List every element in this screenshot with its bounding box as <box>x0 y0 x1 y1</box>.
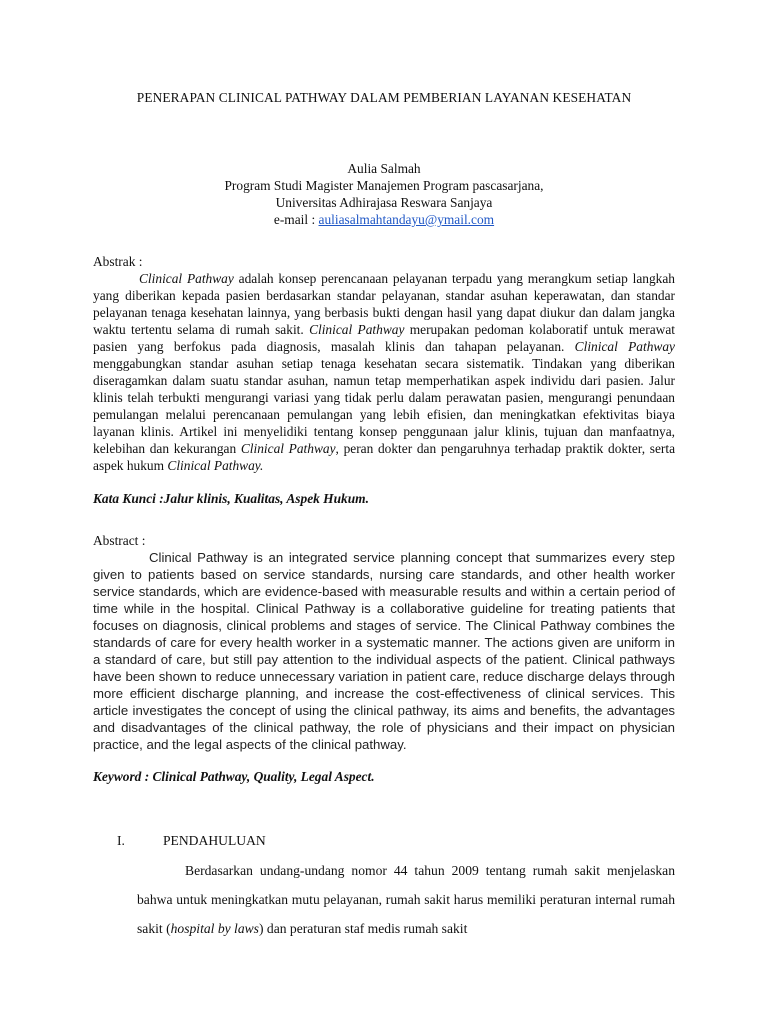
author-name: Aulia Salmah <box>347 161 421 176</box>
abstrak-text: , peran dokter dan pengaruhnya terhadap praktik dokter, serta aspek hukum <box>93 441 676 473</box>
abstract-text: Clinical Pathway is an integrated service planning concept that summarizes every step given to patients based on service standards, nursing care standards, and other health worker service standards, which are evidence-based with measurable results and within a certain period of time while in the hospital. Clinical Pathway is a collaborative guideline for treating patients that focuses on diagnosis, clinical problems and stages of service. The Clinical Pathway combines the standards of care for every health worker in a systematic manner. The actions given are uniform in a standard of care, but still pay attention to the individual aspects of the patient. Clinical pathways have been shown to reduce unnecessary variation in patient care, reduce discharge delays through more efficient discharge planning, and increase the cost-effectiveness of clinical services. This article investigates the concept of using the clinical pathway, its aims and benefits, the advantages and disadvantages of the clinical pathway, the role of physicians and their impact on physician practice, and the legal aspects of the clinical pathway. <box>93 550 675 752</box>
author-block <box>93 160 675 228</box>
abstrak-term: Clinical Pathway <box>240 441 336 456</box>
section-heading: PENDAHULUAN <box>163 833 266 848</box>
author-affiliation-university: Universitas Adhirajasa Reswara Sanjaya <box>275 195 493 210</box>
body-italic-term: hospital by laws <box>170 921 259 936</box>
email-label: e-mail : <box>273 212 319 227</box>
abstrak-text: adalah konsep perencanaan pelayanan terpadu yang merangkum setiap langkah yang diberikan kepada pasien berdasarkan standar pelayanan, standar asuhan keperawatan, dan standar pelayanan tenaga kesehatan lainnya, yang berbasis bukti dengan hasil yang dapat diukur dan dalam jangka waktu tertentu selama di rumah sakit. <box>93 271 675 337</box>
abstrak-text: menggabungkan standar asuhan setiap tenaga kesehatan secara sistematik. Tindakan yang diberikan diseragamkan dalam suatu standar asuhan, namun tetap memperhatikan aspek individu dari pasien. Jalur klinis telah terbukti mengurangi variasi yang tidak perlu dalam perawatan pasien, mengurangi penundaan pemulangan melalui perencanaan pemulangan yang lebih efisien, dan meningkatkan efektivitas biaya layanan klinis. Artikel ini menyelidiki tentang konsep penggunaan jalur klinis, tujuan dan manfaatnya, kelebihan dan kekurangan <box>93 356 675 456</box>
author-email-line <box>93 211 675 228</box>
kata-kunci: Kata Kunci :Jalur klinis, Kualitas, Aspek Hukum. <box>93 491 369 506</box>
abstrak-text: merupakan pedoman kolaboratif untuk merawat pasien yang berfokus pada diagnosis, masalah klinis dan tahapan pelayanan. <box>93 322 675 354</box>
abstract-keywords: Keyword : Clinical Pathway, Quality, Legal Aspect. <box>93 769 375 784</box>
body-text-a: Berdasarkan undang-undang nomor 44 tahun 2009 tentang rumah sakit menjelaskan bahwa untuk meningkatkan mutu pelayanan, rumah sakit harus memiliki peraturan internal rumah sakit ( <box>137 863 675 936</box>
section-number: I. <box>117 833 125 848</box>
section-body <box>137 856 675 943</box>
abstrak-label: Abstrak : <box>93 254 143 269</box>
email-link[interactable]: auliasalmahtandayu@ymail.com <box>318 212 495 227</box>
abstrak-term: Clinical Pathway <box>309 322 405 337</box>
abstract-paragraph <box>93 549 675 753</box>
abstract-label: Abstract : <box>93 533 146 548</box>
abstrak-term: Clinical Pathway. <box>167 458 264 473</box>
paper-title: PENERAPAN CLINICAL PATHWAY DALAM PEMBERIAN LAYANAN KESEHATAN <box>136 90 632 105</box>
abstrak-term: Clinical Pathway <box>574 339 675 354</box>
author-affiliation-program: Program Studi Magister Manajemen Program pascasarjana, <box>224 178 544 193</box>
abstrak-term: Clinical Pathway <box>139 271 234 286</box>
abstrak-paragraph <box>93 270 675 474</box>
body-text-b: ) dan peraturan staf medis rumah sakit <box>258 921 468 936</box>
